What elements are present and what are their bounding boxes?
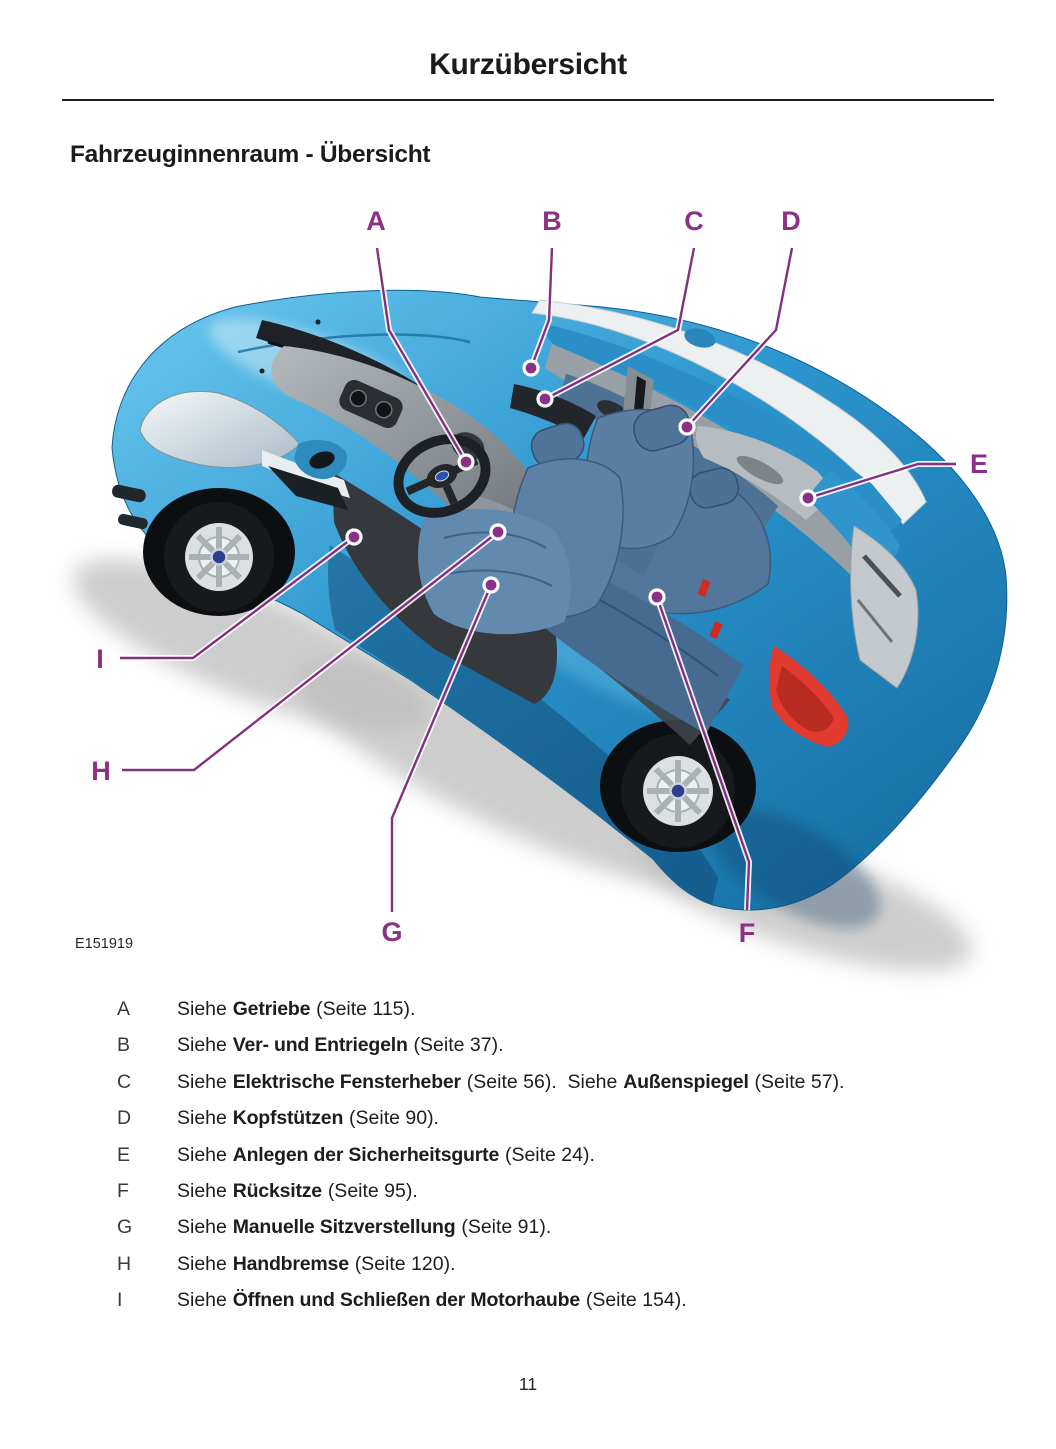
legend-key: C	[117, 1070, 132, 1093]
legend-see: Siehe	[177, 1070, 227, 1093]
legend-page-ref: (Seite 154).	[585, 1289, 687, 1312]
legend-item	[117, 1064, 1022, 1100]
legend-page-ref: (Seite 120).	[354, 1252, 456, 1275]
callout-label-g: G	[381, 917, 403, 947]
legend-text	[177, 991, 1022, 1027]
callout-label-b: B	[542, 206, 562, 236]
legend-topic: Manuelle Sitzverstellung	[232, 1216, 456, 1239]
front-hub-badge	[212, 550, 227, 565]
callout-label-e: E	[969, 449, 989, 479]
legend-key: G	[117, 1216, 133, 1239]
legend-page-ref: (Seite 115).	[316, 998, 416, 1020]
legend-key: B	[117, 1034, 131, 1057]
legend-key: H	[117, 1252, 132, 1275]
legend-page-ref: (Seite 95).	[327, 1180, 418, 1203]
section-title: Fahrzeuginnenraum - Übersicht	[70, 141, 431, 168]
callout-dot-a	[459, 455, 473, 469]
rear-hub-badge	[671, 784, 686, 799]
legend-item	[117, 1027, 1022, 1063]
legend-page-ref-2: (Seite 57).	[754, 1070, 845, 1093]
callout-dot-g	[484, 578, 498, 592]
callout-dot-d	[680, 420, 694, 434]
hood-washer-nozzle	[260, 369, 265, 374]
legend-page-ref: (Seite 37).	[413, 1034, 504, 1057]
callout-dot-c	[538, 392, 552, 406]
legend-item	[117, 1100, 1022, 1136]
callout-dot-b	[524, 361, 538, 375]
hood-washer-nozzle	[316, 320, 321, 325]
callout-label-i: I	[96, 644, 104, 674]
callout-label-a: A	[366, 206, 386, 236]
legend-item	[117, 1137, 1022, 1173]
legend-see: Siehe	[177, 1034, 227, 1057]
legend-text	[177, 1137, 1022, 1173]
legend-item	[117, 1209, 1022, 1245]
legend-topic: Elektrische Fensterheber	[232, 1070, 461, 1093]
legend-text	[177, 1246, 1022, 1282]
callout-dot-h	[491, 525, 505, 539]
legend-text	[177, 1209, 1022, 1245]
page-number: 11	[518, 1374, 538, 1394]
legend-topic-2: Außenspiegel	[623, 1070, 749, 1093]
legend-key: A	[117, 998, 131, 1020]
callout-dot-f	[650, 590, 664, 604]
legend-text	[177, 1173, 1022, 1209]
legend-see: Siehe	[177, 998, 227, 1020]
callout-dot-i	[347, 530, 361, 544]
legend-see: Siehe	[177, 1252, 227, 1275]
legend-topic: Getriebe	[232, 998, 311, 1020]
legend-item	[117, 1173, 1022, 1209]
legend-text	[177, 1027, 1022, 1063]
legend-page-ref: (Seite 90).	[349, 1107, 439, 1130]
legend-text	[177, 1282, 1022, 1318]
legend-topic: Öffnen und Schließen der Motorhaube	[232, 1289, 580, 1312]
legend-page-ref: (Seite 24).	[504, 1143, 595, 1166]
legend-item	[117, 991, 1022, 1027]
legend-text	[177, 1064, 1022, 1100]
legend-see: Siehe	[177, 1289, 227, 1312]
legend-see: Siehe	[177, 1216, 227, 1239]
callout-label-c: C	[684, 206, 704, 236]
legend-topic: Rücksitze	[232, 1180, 322, 1203]
legend-page-ref: (Seite 91).	[461, 1216, 552, 1239]
legend-see-2: Siehe	[567, 1070, 618, 1093]
legend-text	[177, 1100, 1022, 1136]
rear-wheel	[600, 720, 756, 852]
legend-see: Siehe	[177, 1180, 227, 1203]
legend-see: Siehe	[177, 1143, 227, 1166]
callout-label-f: F	[738, 918, 756, 948]
figure-code: E151919	[75, 936, 134, 952]
callout-legend	[117, 991, 1022, 1319]
legend-topic: Ver- und Entriegeln	[232, 1034, 408, 1057]
callout-label-d: D	[781, 206, 801, 236]
legend-page-ref: (Seite 56).	[466, 1070, 557, 1093]
legend-topic: Handbremse	[232, 1252, 349, 1275]
legend-see: Siehe	[177, 1107, 227, 1130]
legend-key: F	[117, 1180, 129, 1203]
legend-key: I	[117, 1289, 123, 1312]
legend-item	[117, 1246, 1022, 1282]
page-title: Kurzübersicht	[429, 48, 627, 81]
callout-label-h: H	[91, 756, 111, 786]
legend-key: E	[117, 1143, 131, 1166]
legend-topic: Kopfstützen	[232, 1107, 344, 1130]
legend-topic: Anlegen der Sicherheitsgurte	[232, 1143, 500, 1166]
legend-item	[117, 1282, 1022, 1318]
callout-dot-e	[801, 491, 815, 505]
legend-key: D	[117, 1107, 132, 1130]
